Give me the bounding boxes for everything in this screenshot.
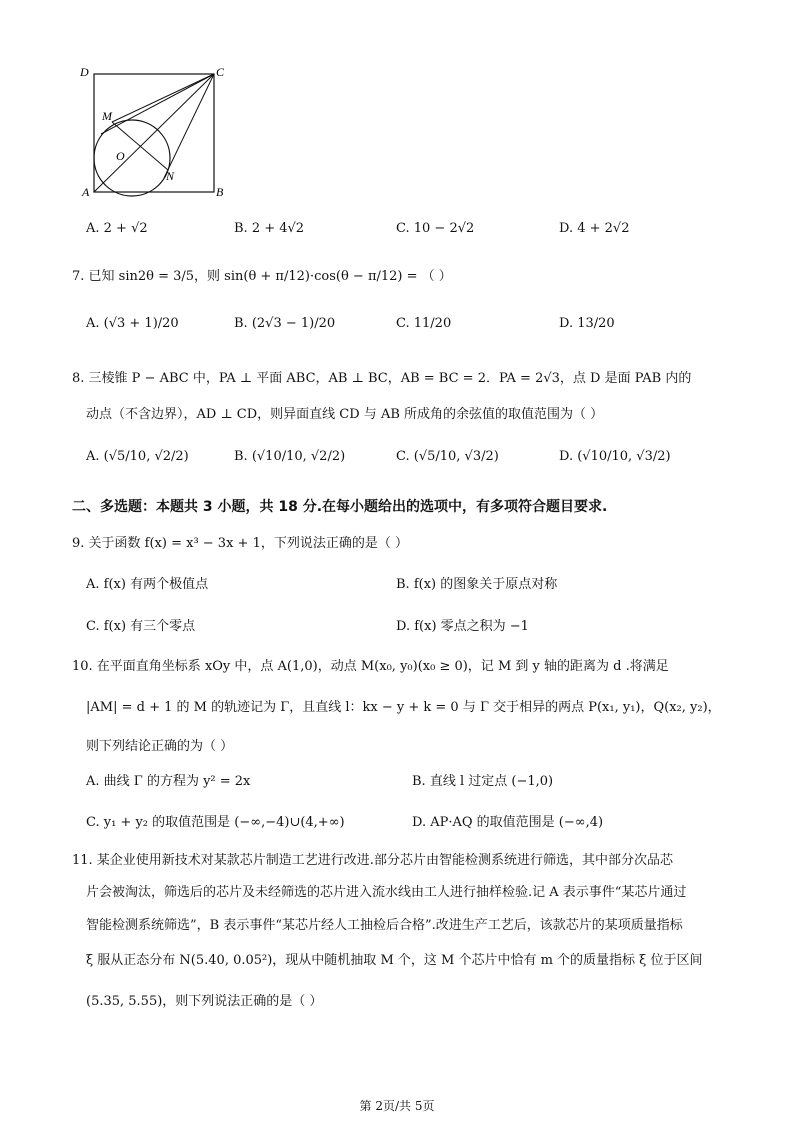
- q9-option-a[interactable]: A. f(x) 有两个极值点: [86, 577, 209, 592]
- q7-stem: 7. 已知 sin2θ = 3/5，则 sin(θ + π/12)·cos(θ − π/12) = （ ）: [72, 269, 452, 284]
- q6-option-b[interactable]: B. 2 + 4√2: [234, 221, 305, 236]
- q8-option-c[interactable]: C. (√5/10, √3/2): [396, 449, 499, 464]
- q10-line-3: 则下列结论正确的为（ ）: [86, 739, 234, 754]
- geometry-figure: [76, 62, 236, 202]
- q11-line-1: 11. 某企业使用新技术对某款芯片制造工艺进行改进.部分芯片由智能检测系统进行筛选，其中部分次品芯: [72, 853, 673, 868]
- q6-option-c[interactable]: C. 10 − 2√2: [396, 221, 475, 236]
- q8-option-a[interactable]: A. (√5/10, √2/2): [86, 449, 189, 464]
- q11-line-3: 智能检测系统筛选”，B 表示事件“某芯片经人工抽检后合格”.改进生产工艺后，该款芯片的某项质量指标: [86, 918, 683, 933]
- q10-option-a[interactable]: A. 曲线 Γ 的方程为 y² = 2x: [86, 774, 251, 789]
- line-c-m: [112, 74, 214, 122]
- label-a: A: [82, 185, 90, 199]
- q10-option-b[interactable]: B. 直线 l 过定点 (−1,0): [412, 774, 554, 789]
- q9-option-d[interactable]: D. f(x) 零点之积为 −1: [396, 619, 529, 634]
- q11-line-4: ξ 服从正态分布 N(5.40, 0.05²)，现从中随机抽取 M 个，这 M 个芯片中恰有 m 个的质量指标 ξ 位于区间: [86, 953, 703, 968]
- q10-line-1: 10. 在平面直角坐标系 xOy 中，点 A(1,0)，动点 M(x₀, y₀)(x₀ ≥ 0)，记 M 到 y 轴的距离为 d .将满足: [72, 659, 669, 674]
- section-2-heading: 二、多选题：本题共 3 小题，共 18 分.在每小题给出的选项中，有多项符合题目要求.: [72, 499, 608, 515]
- q7-option-b[interactable]: B. (2√3 − 1)/20: [234, 316, 336, 331]
- page-footer: 第 2页/共 5页: [359, 1099, 435, 1113]
- q9-option-b[interactable]: B. f(x) 的图象关于原点对称: [396, 577, 558, 592]
- line-a-c: [94, 74, 214, 192]
- q8-line-2: 动点（不含边界），AD ⊥ CD，则异面直线 CD 与 AB 所成角的余弦值的取值范围为（ ）: [86, 407, 604, 422]
- q8-option-b[interactable]: B. (√10/10, √2/2): [234, 449, 346, 464]
- q6-option-d[interactable]: D. 4 + 2√2: [559, 221, 630, 236]
- q10-line-2: |AM| = d + 1 的 M 的轨迹记为 Γ，且直线 l：kx − y + k = 0 与 Γ 交于相异的两点 P(x₁, y₁)，Q(x₂, y₂)，: [86, 700, 721, 715]
- q11-line-2: 片会被淘汰，筛选后的芯片及未经筛选的芯片进入流水线由工人进行抽样检验.记 A 表示事件“某芯片通过: [86, 885, 687, 900]
- q10-option-d[interactable]: D. AP·AQ 的取值范围是 (−∞,4): [412, 815, 604, 830]
- q7-option-a[interactable]: A. (√3 + 1)/20: [86, 316, 179, 331]
- label-n: N: [166, 169, 175, 183]
- q7-option-c[interactable]: C. 11/20: [396, 316, 452, 331]
- label-m: M: [102, 109, 112, 123]
- q11-line-5: (5.35, 5.55)，则下列说法正确的是（ ）: [86, 994, 323, 1009]
- q9-stem: 9. 关于函数 f(x) = x³ − 3x + 1，下列说法正确的是（ ）: [72, 536, 408, 551]
- tangent-upper: [101, 74, 214, 134]
- label-o: O: [116, 149, 125, 163]
- label-c: C: [216, 65, 225, 79]
- q8-option-d[interactable]: D. (√10/10, √3/2): [559, 449, 671, 464]
- q6-option-a[interactable]: A. 2 + √2: [86, 221, 148, 236]
- label-d: D: [80, 65, 89, 79]
- q7-option-d[interactable]: D. 13/20: [559, 316, 615, 331]
- q10-option-c[interactable]: C. y₁ + y₂ 的取值范围是 (−∞,−4)∪(4,+∞): [86, 815, 345, 830]
- q8-line-1: 8. 三棱锥 P − ABC 中，PA ⊥ 平面 ABC，AB ⊥ BC，AB = BC = 2．PA = 2√3，点 D 是面 PAB 内的: [72, 371, 692, 386]
- tangent-lower: [164, 74, 214, 178]
- q9-option-c[interactable]: C. f(x) 有三个零点: [86, 619, 196, 634]
- label-b: B: [216, 185, 224, 199]
